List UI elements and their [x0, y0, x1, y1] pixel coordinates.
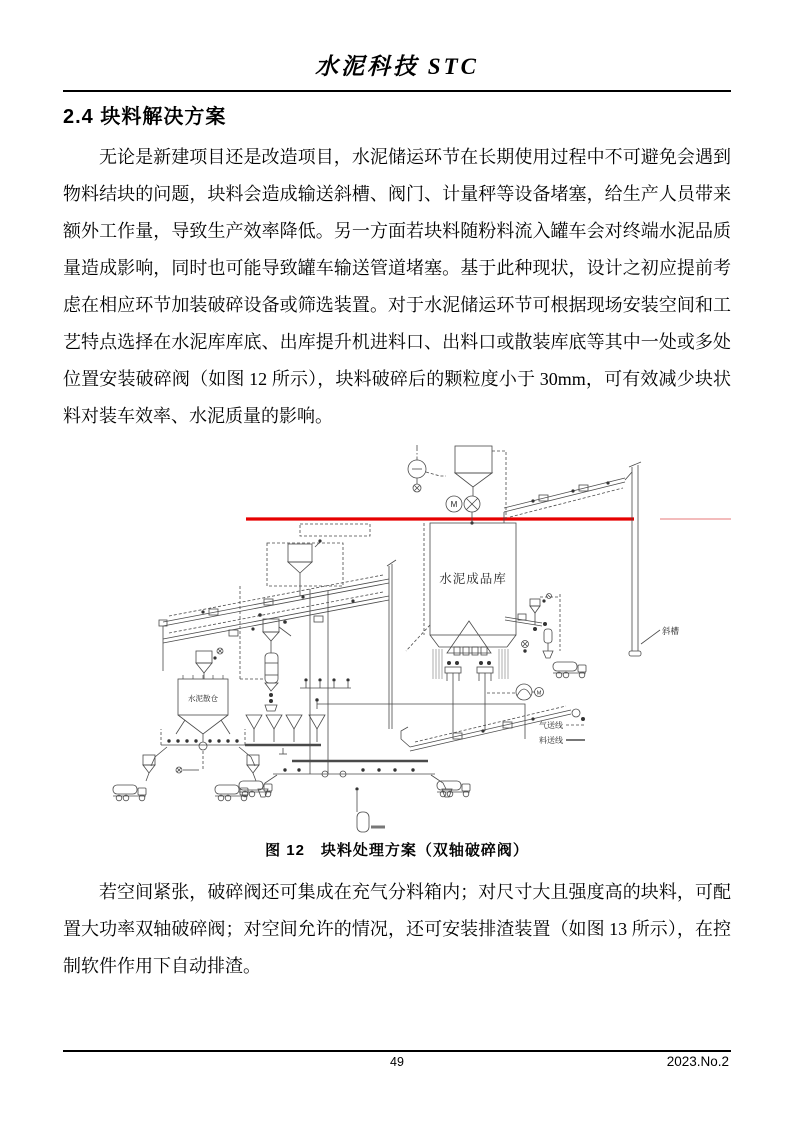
- page-number: 49: [390, 1055, 404, 1069]
- diagram-legend: [539, 720, 585, 745]
- upper-right-airslide: [504, 472, 632, 523]
- page-footer: [63, 1050, 731, 1069]
- process-diagram: [63, 439, 731, 835]
- blower-icon: [516, 684, 532, 700]
- tanker-truck-icon: [553, 662, 586, 678]
- filter-cyclone-cluster: [245, 613, 428, 761]
- bulk-loading-station: [505, 594, 560, 659]
- footer-row: [63, 1055, 731, 1069]
- vertical-chute-section: [629, 462, 680, 656]
- small-silo-left: [143, 648, 259, 781]
- legend-pneumatic-label: 气送线: [539, 721, 563, 730]
- figure-12: [63, 439, 731, 860]
- silo-discharge-valves: [445, 661, 493, 735]
- section-heading: 2.4 块料解决方案: [63, 106, 227, 128]
- motor-symbol: M: [450, 500, 458, 509]
- chute-label: 斜槽: [662, 626, 680, 636]
- paragraph-1: 无论是新建项目还是改造项目，水泥储运环节在长期使用过程中不可避免会遇到物料结块的问题，块料会造成输送斜槽、阀门、计量秤等设备堵塞，给生产人员带来额外工作量，导致生产效率降低。另一方面若块料随粉料流入罐车会对终端水泥品质量造成影响，同时也可能导致罐车输送管道堵塞。基于此种现状，设计之初应提前考虑在相应环节加装破碎设备或筛选装置。对于水泥储运环节可根据现场安装空间和工艺特点选择在水泥库库底、出库提升机进料口、出料口或散装库底等其中一处或多处位置安装破碎阀（如图 12 所示），块料破碎后的颗粒度小于 30mm，可有效减少块状料对装车效率、水泥质量的影响。: [63, 147, 731, 426]
- page-content: [63, 0, 731, 985]
- paragraph-2: 若空间紧张，破碎阀还可集成在充气分料箱内；对尺寸大且强度高的块料，可配置大功率双轴破碎阀；对空间允许的情况，还可安装排渣装置（如图 13 所示），在控制软件作用下自动排渣。: [63, 882, 731, 976]
- header-divider: [63, 90, 731, 92]
- motor-symbol: M: [536, 690, 542, 697]
- top-hopper-and-crusher-valve: [408, 445, 506, 525]
- main-silo: [406, 523, 516, 735]
- issue-number: 2023.No.2: [666, 1054, 729, 1069]
- feed-hopper-box: [240, 539, 343, 679]
- journal-title: 水泥科技 STC: [315, 54, 479, 79]
- tanker-truck-icon: [113, 785, 146, 801]
- main-silo-label: 水泥成品库: [439, 572, 507, 586]
- small-silo-label: 水泥散仓: [188, 694, 218, 703]
- figure-caption: 图 12 块料处理方案（双轴破碎阀）: [265, 842, 529, 859]
- footer-divider: [63, 1050, 731, 1052]
- tanker-truck-icon: [215, 785, 248, 801]
- legend-solid-label: 料送线: [539, 736, 563, 745]
